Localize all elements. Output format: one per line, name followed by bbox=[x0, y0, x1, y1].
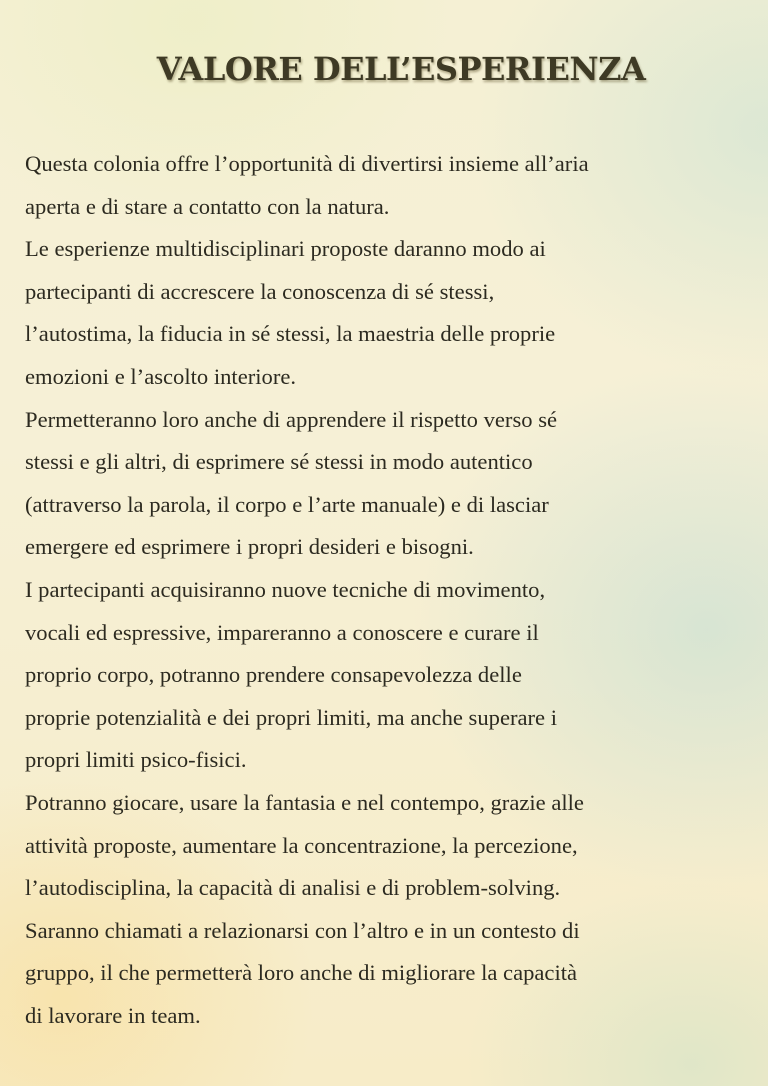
text-line: proprio corpo, potranno prendere consapevolezza delle bbox=[25, 662, 522, 688]
text-line: aperta e di stare a contatto con la natura. bbox=[25, 193, 390, 219]
page-title: VALORE DELL’ESPERIENZA bbox=[156, 50, 646, 88]
text-line: propri limiti psico-fisici. bbox=[25, 747, 247, 773]
text-line: (attraverso la parola, il corpo e l’arte manuale) e di lasciar bbox=[25, 491, 549, 517]
text-line: Questa colonia offre l’opportunità di divertirsi insieme all’aria bbox=[25, 151, 589, 176]
text-line: I partecipanti acquisiranno nuove tecniche di movimento, bbox=[25, 576, 546, 602]
text-line: Potranno giocare, usare la fantasia e nel contempo, grazie alle bbox=[25, 789, 584, 815]
text-line: l’autodisciplina, la capacità di analisi e di problem-solving. bbox=[25, 875, 561, 901]
text-line: gruppo, il che permetterà loro anche di migliorare la capacità bbox=[25, 960, 578, 986]
text-line: Le esperienze multidisciplinari proposte daranno modo ai bbox=[25, 236, 546, 262]
text-line: partecipanti di accrescere la conoscenza di sé stessi, bbox=[25, 278, 495, 304]
text-line: emozioni e l’ascolto interiore. bbox=[25, 363, 297, 389]
text-line: attività proposte, aumentare la concentrazione, la percezione, bbox=[25, 832, 578, 858]
text-line: proprie potenzialità e dei propri limiti, ma anche superare i bbox=[25, 704, 558, 730]
text-line: emergere ed esprimere i propri desideri e bisogni. bbox=[25, 534, 474, 560]
text-line: Permetteranno loro anche di apprendere il rispetto verso sé bbox=[25, 406, 558, 432]
text-line: Saranno chiamati a relazionarsi con l’altro e in un contesto di bbox=[25, 917, 580, 943]
text-line: stessi e gli altri, di esprimere sé stessi in modo autentico bbox=[25, 449, 533, 475]
text-line: l’autostima, la fiducia in sé stessi, la maestria delle proprie bbox=[25, 321, 556, 347]
body-text bbox=[25, 143, 755, 1037]
text-line: vocali ed espressive, impareranno a conoscere e curare il bbox=[25, 619, 539, 645]
text-line: di lavorare in team. bbox=[25, 1002, 201, 1028]
